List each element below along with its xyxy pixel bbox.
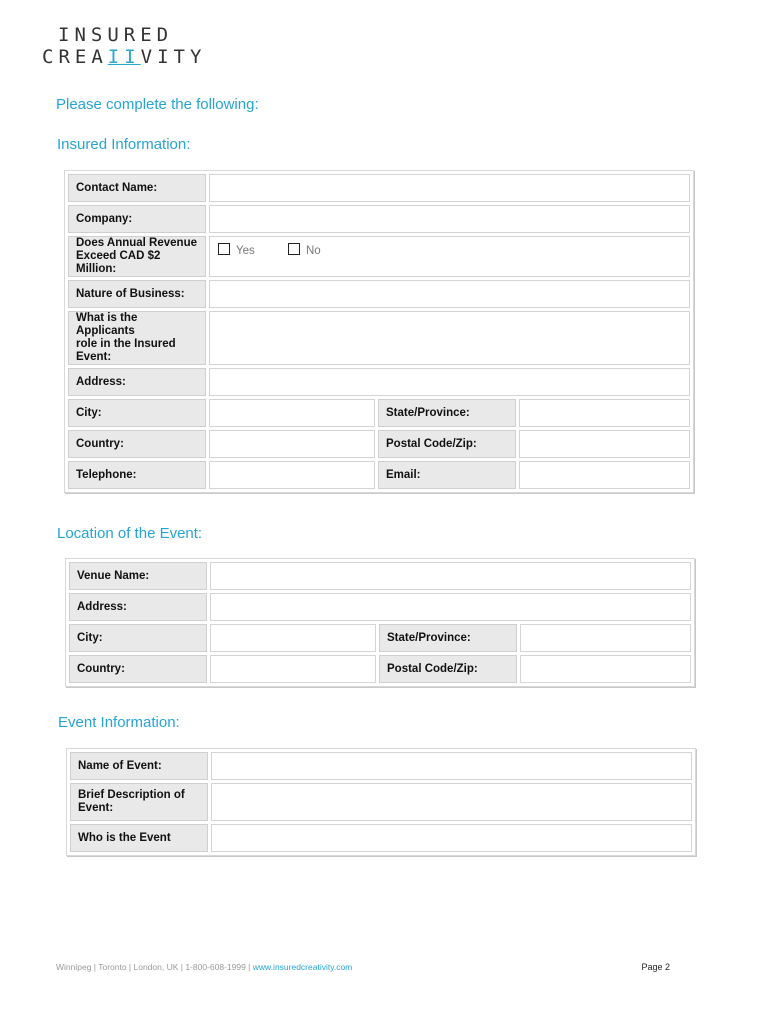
event-description-label: Brief Description of Event: xyxy=(70,783,208,821)
state-label: State/Province: xyxy=(378,399,516,427)
logo-line-2: CREAIIVITY xyxy=(42,46,207,68)
event-name-field[interactable] xyxy=(211,752,692,780)
event-who-label: Who is the Event xyxy=(70,824,208,852)
venue-city-label: City: xyxy=(69,624,207,652)
contact-name-label: Contact Name: xyxy=(68,174,206,202)
revenue-options xyxy=(209,236,690,277)
telephone-label: Telephone: xyxy=(68,461,206,489)
footer-website-link[interactable]: www.insuredcreativity.com xyxy=(252,962,353,972)
event-section-title: Event Information: xyxy=(58,714,180,731)
event-who-field[interactable] xyxy=(211,824,692,852)
footer-contact: Winnipeg | Toronto | London, UK | 1-800-608-1999 | xyxy=(56,962,253,972)
email-field[interactable] xyxy=(519,461,690,489)
venue-country-field[interactable] xyxy=(210,655,376,683)
venue-name-label: Venue Name: xyxy=(69,562,207,590)
venue-name-field[interactable] xyxy=(210,562,691,590)
venue-city-field[interactable] xyxy=(210,624,376,652)
company-logo xyxy=(42,24,206,68)
venue-postal-label: Postal Code/Zip: xyxy=(379,655,517,683)
address-label: Address: xyxy=(68,368,206,396)
company-field[interactable] xyxy=(209,205,690,233)
postal-field[interactable] xyxy=(519,430,690,458)
venue-state-field[interactable] xyxy=(520,624,691,652)
nature-of-business-field[interactable] xyxy=(209,280,690,308)
city-field[interactable] xyxy=(209,399,375,427)
event-description-field[interactable] xyxy=(211,783,692,821)
no-label: No xyxy=(305,245,321,257)
revenue-label: Does Annual Revenue Exceed CAD $2 Million: xyxy=(68,236,206,277)
yes-label: Yes xyxy=(236,245,255,257)
venue-address-field[interactable] xyxy=(210,593,691,621)
logo-line-1: INSURED xyxy=(58,24,174,46)
page-number: Page 2 xyxy=(641,962,670,972)
location-section-title: Location of the Event: xyxy=(57,525,203,542)
page-footer xyxy=(56,962,670,972)
intro-heading: Please complete the following: xyxy=(56,96,259,113)
country-label: Country: xyxy=(68,430,206,458)
country-field[interactable] xyxy=(209,430,375,458)
location-table xyxy=(65,558,695,687)
email-label: Email: xyxy=(378,461,516,489)
venue-postal-field[interactable] xyxy=(520,655,691,683)
insured-section-title: Insured Information: xyxy=(57,136,191,153)
applicant-role-field[interactable] xyxy=(209,311,690,365)
insured-info-table xyxy=(64,170,694,493)
city-label: City: xyxy=(68,399,206,427)
applicant-role-label: What is the Applicants role in the Insured Event: xyxy=(68,311,206,365)
venue-country-label: Country: xyxy=(69,655,207,683)
address-field[interactable] xyxy=(209,368,690,396)
postal-label: Postal Code/Zip: xyxy=(378,430,516,458)
event-info-table xyxy=(66,748,696,856)
contact-name-field[interactable] xyxy=(209,174,690,202)
state-field[interactable] xyxy=(519,399,690,427)
nature-of-business-label: Nature of Business: xyxy=(68,280,206,308)
venue-address-label: Address: xyxy=(69,593,207,621)
venue-state-label: State/Province: xyxy=(379,624,517,652)
company-label: Company: xyxy=(68,205,206,233)
no-checkbox[interactable] xyxy=(288,243,300,255)
event-name-label: Name of Event: xyxy=(70,752,208,780)
yes-checkbox[interactable] xyxy=(218,243,230,255)
telephone-field[interactable] xyxy=(209,461,375,489)
